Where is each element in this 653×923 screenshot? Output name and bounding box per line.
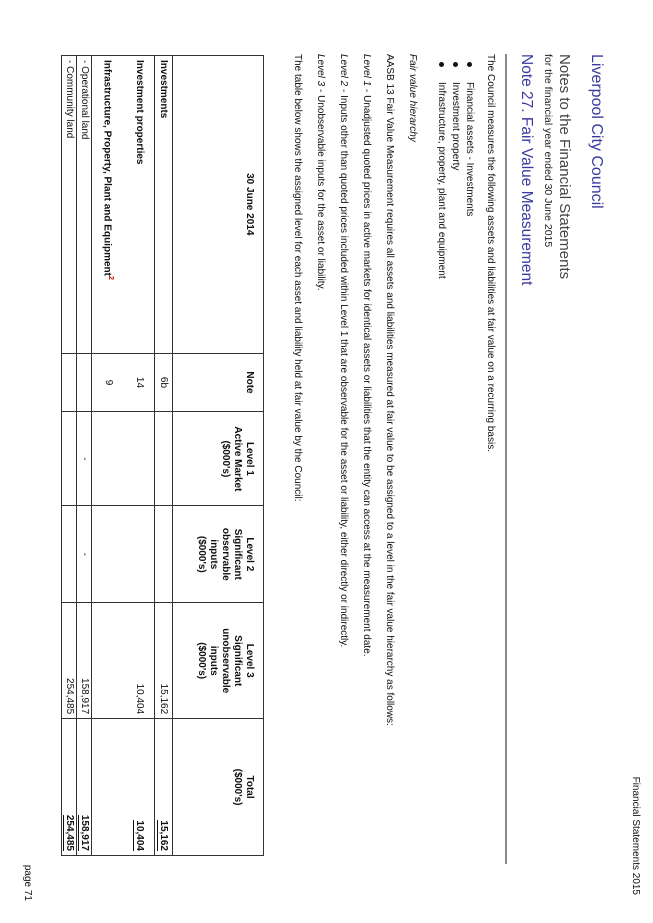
list-item: Investment property: [448, 54, 462, 279]
table-row: Investments 6b 15,162 15,162: [155, 56, 173, 856]
header-level1: Level 1 Active Market ($000's): [173, 412, 264, 506]
list-item: Financial assets - Investments: [462, 54, 476, 279]
table-row: Investment properties 14 10,404 10,404: [124, 56, 155, 856]
council-name: Liverpool City Council: [588, 54, 605, 209]
level-1-text: Level 1 - Unadjusted quoted prices in active markets for identical assets or liabilities that the entity can access at the measurement date.: [361, 54, 372, 657]
header-level2: Level 2 Significant observable inputs ($000's): [173, 506, 264, 603]
bullet-icon: [467, 62, 472, 67]
header-level3: Level 3 Significant unobservable inputs ($000's): [173, 603, 264, 719]
table-row: - Operational land - - 158,917 158,917: [77, 56, 92, 856]
notes-subtitle: for the financial year ended 30 June 2015: [542, 54, 554, 248]
hierarchy-heading: Fair value hierarchy: [407, 54, 418, 142]
list-item: Infrastructure, property, plant and equipment: [434, 54, 448, 279]
bullet-icon: [439, 62, 444, 67]
fair-value-table: [61, 55, 264, 856]
notes-title: Notes to the Financial Statements: [556, 54, 573, 280]
title-rule: [505, 54, 507, 864]
level-3-text: Level 3 - Unobservable inputs for the asset or liability.: [315, 54, 326, 291]
header-total: Total ($000's): [173, 719, 264, 856]
page-number: page 71: [22, 864, 33, 901]
table-row: Infrastructure, Property, Plant and Equipment$^2$ 9: [92, 56, 125, 856]
table-intro: The table below shows the assigned level for each asset and liability held at fair value by the Council:: [292, 54, 303, 502]
level-2-text: Level 2 - Inputs other than quoted prices included within Level 1 that are observable for the asset or liability, either directly or indirectly.: [338, 54, 349, 648]
running-header: Financial Statements 2015: [630, 776, 641, 895]
table-header-row: [173, 56, 264, 856]
hierarchy-text: AASB 13 Fair Value Measurement requires all assets and liabilities measured at fair value to be assigned to a level in the fair value hierarchy as follows:: [384, 54, 395, 726]
intro-text: The Council measures the following assets and liabilities at fair value on a recurring basis.: [485, 54, 496, 452]
header-note: Note: [173, 353, 264, 412]
note-title: Note 27. Fair Value Measurement: [518, 54, 535, 286]
asset-list: [434, 54, 476, 279]
table-row: - Community land 254,485 254,485: [62, 56, 77, 856]
header-date: 30 June 2014: [173, 56, 264, 354]
bullet-icon: [453, 62, 458, 67]
